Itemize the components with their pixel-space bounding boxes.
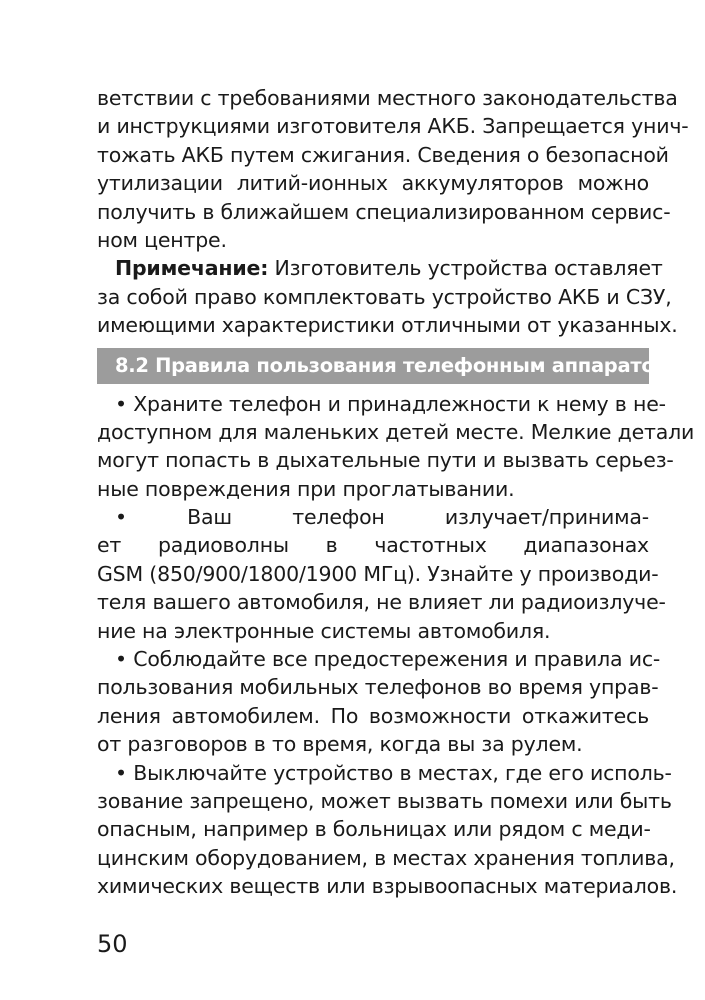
- bullet-item: [97, 390, 695, 504]
- text-line: за собой право комплектовать устройство АКБ и СЗУ,: [97, 284, 672, 309]
- text-line: ет радиоволны в частотных диапазонах: [97, 533, 649, 558]
- text-line: ном центре.: [97, 227, 227, 252]
- text-line: доступном для маленьких детей месте. Мелкие детали: [97, 419, 695, 444]
- note-text: Изготовитель устройства оставляет: [268, 256, 663, 281]
- text-line: зование запрещено, может вызвать помехи или быть: [97, 788, 672, 813]
- text-line: и инструкциями изготовителя АКБ. Запрещается унич-: [97, 114, 689, 139]
- bullet-item: [97, 503, 666, 645]
- text-line: ние на электронные системы автомобиля.: [97, 618, 551, 643]
- text-line: ления автомобилем. По возможности откажитесь: [97, 703, 649, 728]
- note-first-line: [97, 254, 663, 282]
- text-line: • Выключайте устройство в местах, где его исполь-: [115, 760, 672, 785]
- text-line: получить в ближайшем специализированном сервис-: [97, 199, 671, 224]
- text-line: ные повреждения при проглатывании.: [97, 476, 515, 501]
- text-line: химических веществ или взрывоопасных материалов.: [97, 874, 678, 899]
- text-line: могут попасть в дыхательные пути и вызвать серьез-: [97, 448, 674, 473]
- text-line: имеющими характеристики отличными от указанных.: [97, 313, 678, 338]
- bullet-item: [97, 759, 678, 901]
- text-line: от разговоров в то время, когда вы за рулем.: [97, 732, 583, 757]
- page-number: 50: [97, 930, 128, 958]
- text-line: ветствии с требованиями местного законодательства: [97, 86, 678, 110]
- paragraph-disposal: [97, 84, 689, 254]
- text-line: цинским оборудованием, в местах хранения топлива,: [97, 845, 675, 870]
- text-line: • Соблюдайте все предостережения и правила ис-: [115, 647, 661, 672]
- text-line: • Храните телефон и принадлежности к нему в не-: [115, 391, 666, 416]
- note-label: Примечание:: [115, 256, 269, 281]
- paragraph-note: [97, 254, 678, 339]
- bullet-item: [97, 645, 661, 759]
- text-line: • Ваш телефон излучает/принима-: [115, 505, 649, 530]
- page-content: [97, 84, 695, 901]
- text-line: теля вашего автомобиля, не влияет ли радиоизлуче-: [97, 590, 666, 615]
- text-line: пользования мобильных телефонов во время управ-: [97, 675, 659, 700]
- text-line: тожать АКБ путем сжигания. Сведения о безопасной: [97, 142, 669, 167]
- text-line: GSM (850/900/1800/1900 МГц). Узнайте у производи-: [97, 561, 659, 586]
- section-heading: 8.2 Правила пользования телефонным аппаратом: [97, 348, 649, 384]
- text-line: утилизации литий-ионных аккумуляторов можно: [97, 171, 649, 196]
- text-line: опасным, например в больницах или рядом с меди-: [97, 817, 651, 842]
